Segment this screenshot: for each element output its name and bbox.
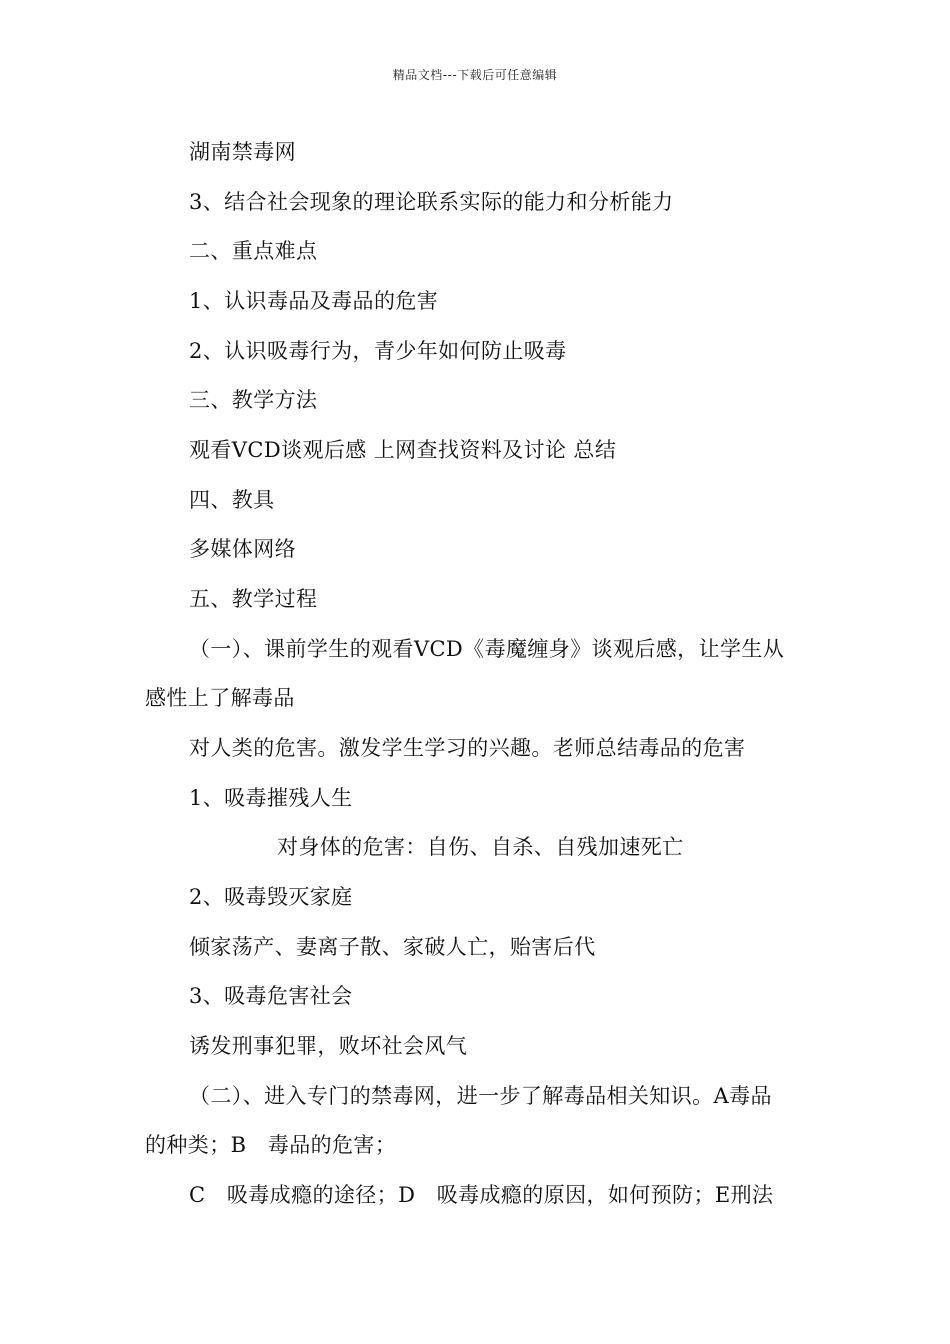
paragraph-line: 3、结合社会现象的理论联系实际的能力和分析能力 <box>189 190 674 214</box>
paragraph-line: （一）、课前学生的观看VCD《毒魔缠身》谈观后感，让学生从 <box>189 637 785 661</box>
paragraph-line: 感性上了解毒品 <box>145 686 295 710</box>
paragraph-line: 1、认识毒品及毒品的危害 <box>189 289 439 313</box>
section-heading: 五、教学过程 <box>189 587 318 611</box>
paragraph-line: 对人类的危害。激发学生学习的兴趣。老师总结毒品的危害 <box>189 736 746 760</box>
paragraph-line: C 吸毒成瘾的途径；D 吸毒成瘾的原因，如何预防；E刑法 <box>189 1183 774 1207</box>
paragraph-line: 观看VCD谈观后感 上网查找资料及讨论 总结 <box>189 438 617 462</box>
paragraph-line: 2、认识吸毒行为，青少年如何防止吸毒 <box>189 339 567 363</box>
paragraph-line: 对身体的危害：自伤、自杀、自残加速死亡 <box>277 835 684 859</box>
list-item: 1、吸毒摧残人生 <box>189 786 353 810</box>
list-item: 3、吸毒危害社会 <box>189 984 353 1008</box>
page-header: 精品文档---下载后可任意编辑 <box>392 68 558 82</box>
paragraph-line: 湖南禁毒网 <box>189 140 296 164</box>
paragraph-line: 倾家荡产、妻离子散、家破人亡，贻害后代 <box>189 935 596 959</box>
section-heading: 二、重点难点 <box>189 239 318 263</box>
list-item: 2、吸毒毁灭家庭 <box>189 885 353 909</box>
paragraph-line: 的种类；B 毒品的危害； <box>145 1133 397 1157</box>
paragraph-line: 诱发刑事犯罪，败坏社会风气 <box>189 1034 468 1058</box>
paragraph-line: （二）、进入专门的禁毒网，进一步了解毒品相关知识。A毒品 <box>189 1084 772 1108</box>
section-heading: 四、教具 <box>189 488 275 512</box>
paragraph-line: 多媒体网络 <box>189 537 296 561</box>
section-heading: 三、教学方法 <box>189 388 318 412</box>
